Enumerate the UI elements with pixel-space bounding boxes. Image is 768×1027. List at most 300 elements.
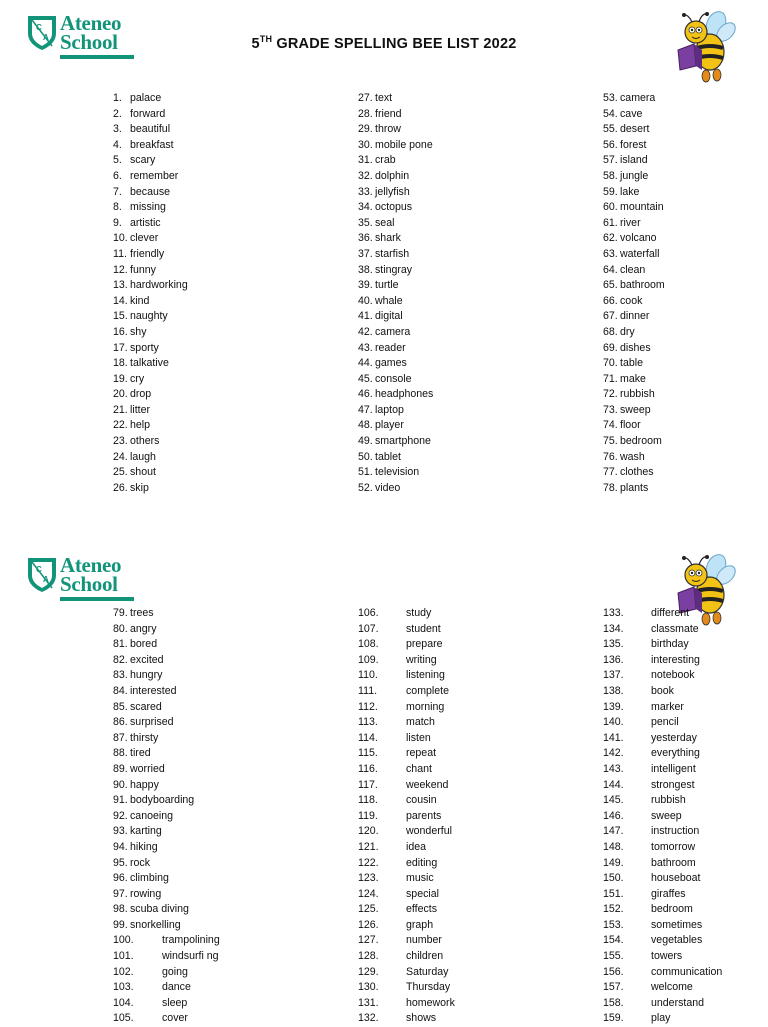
list-item (358, 809, 455, 825)
item-number: 150. (603, 872, 624, 885)
list-item (113, 887, 220, 903)
list-item (113, 309, 188, 325)
item-number: 68. (603, 325, 618, 338)
item-word: climbing (130, 872, 169, 885)
item-number: 141. (603, 731, 624, 744)
item-word: plants (620, 481, 649, 494)
item-number: 155. (603, 950, 624, 963)
item-number: 17. (113, 341, 128, 354)
item-number: 7. (113, 185, 122, 198)
list-item (358, 762, 455, 778)
list-item (358, 247, 433, 263)
item-number: 63. (603, 247, 618, 260)
item-number: 13. (113, 279, 128, 292)
list-item (603, 216, 665, 232)
item-word: dinner (620, 310, 650, 323)
item-word: angry (130, 622, 157, 635)
item-word: beautiful (130, 123, 171, 136)
item-number: 38. (358, 263, 373, 276)
list-item (113, 653, 220, 669)
item-number: 32. (358, 169, 373, 182)
item-word: text (375, 92, 393, 104)
item-number: 19. (113, 372, 128, 385)
item-number: 157. (603, 981, 624, 994)
item-number: 66. (603, 294, 618, 307)
item-number: 86. (113, 716, 128, 729)
list-item (113, 231, 188, 247)
item-number: 101. (113, 950, 134, 963)
item-word: bored (130, 638, 158, 651)
item-number: 44. (358, 357, 373, 370)
item-number: 15. (113, 310, 128, 323)
item-word: waterfall (620, 247, 660, 260)
item-word: sporty (130, 341, 159, 354)
list-item (113, 200, 188, 216)
list-item (358, 450, 433, 466)
item-word: karting (130, 825, 162, 838)
item-number: 58. (603, 169, 618, 182)
list-item (358, 684, 455, 700)
item-word: thirsty (130, 731, 159, 744)
item-word: student (406, 622, 441, 635)
list-item (113, 263, 188, 279)
item-word: surprised (130, 716, 174, 729)
item-number: 45. (358, 372, 373, 385)
item-number: 88. (113, 747, 128, 760)
item-word: happy (130, 778, 159, 791)
item-word: laugh (130, 450, 156, 463)
item-number: 33. (358, 185, 373, 198)
list-item (603, 200, 665, 216)
item-number: 153. (603, 918, 624, 931)
item-number: 64. (603, 263, 618, 276)
item-number: 57. (603, 154, 618, 167)
item-word: camera (620, 92, 656, 104)
list-item (603, 91, 665, 107)
item-number: 144. (603, 778, 624, 791)
list-item (113, 294, 188, 310)
item-word: dishes (620, 341, 651, 354)
item-word: cave (620, 107, 643, 120)
item-number: 36. (358, 232, 373, 245)
item-word: forward (130, 107, 166, 120)
item-word: kind (130, 294, 150, 307)
item-word: vegetables (651, 934, 703, 947)
item-number: 121. (358, 840, 379, 853)
item-number: 96. (113, 872, 128, 885)
logo-line-1: Ateneo (60, 553, 122, 577)
item-number: 41. (358, 310, 373, 323)
item-word: bedroom (620, 435, 662, 448)
item-word: play (651, 1012, 671, 1025)
list-item (603, 372, 665, 388)
list-item (603, 387, 665, 403)
list-item (113, 840, 220, 856)
item-word: shark (375, 232, 401, 245)
list-item (603, 778, 722, 794)
item-word: turtle (375, 279, 399, 292)
item-number: 25. (113, 466, 128, 479)
logo-tagline-bar (60, 55, 134, 59)
list-item (113, 637, 220, 653)
item-number: 79. (113, 607, 128, 619)
item-number: 82. (113, 653, 128, 666)
item-number: 10. (113, 232, 128, 245)
item-number: 104. (113, 996, 134, 1009)
item-word: lake (620, 185, 640, 198)
list-item (603, 622, 722, 638)
title-grade: 5 (251, 36, 260, 52)
list-item (603, 418, 665, 434)
item-number: 107. (358, 622, 379, 635)
list-item (358, 996, 455, 1012)
item-number: 124. (358, 887, 379, 900)
item-word: trees (130, 607, 154, 619)
item-word: funny (130, 263, 156, 276)
item-word: clever (130, 232, 159, 245)
list-item (358, 606, 455, 622)
list-item (358, 840, 455, 856)
item-number: 31. (358, 154, 373, 167)
list-item (113, 856, 220, 872)
item-word: shy (130, 325, 147, 338)
list-item (358, 980, 455, 996)
list-item (113, 715, 220, 731)
list-item (358, 200, 433, 216)
list-item (358, 637, 455, 653)
item-number: 21. (113, 403, 128, 416)
list-item (113, 824, 220, 840)
list-item (113, 996, 220, 1012)
list-item (113, 169, 188, 185)
item-number: 37. (358, 247, 373, 260)
item-word: others (130, 435, 160, 448)
list-item (358, 965, 455, 981)
item-word: communication (651, 965, 723, 978)
item-number: 119. (358, 809, 378, 822)
list-item (358, 341, 433, 357)
list-item (358, 746, 455, 762)
list-item (358, 263, 433, 279)
list-item (603, 949, 722, 965)
list-item (358, 856, 455, 872)
list-item (358, 231, 433, 247)
item-number: 76. (603, 450, 618, 463)
item-word: television (375, 466, 420, 479)
item-number: 67. (603, 310, 618, 323)
list-item (603, 762, 722, 778)
item-word: parents (406, 809, 442, 822)
item-number: 65. (603, 279, 618, 292)
item-number: 127. (358, 934, 379, 947)
item-word: breakfast (130, 138, 174, 151)
item-word: interesting (651, 653, 700, 666)
list-item (113, 465, 188, 481)
item-word: notebook (651, 669, 695, 682)
list-item (358, 933, 455, 949)
list-item (358, 918, 455, 934)
item-word: crab (375, 154, 396, 167)
item-word: trampolining (162, 934, 220, 947)
logo-line-1: Ateneo (60, 11, 122, 35)
list-item (113, 481, 188, 497)
item-number: 46. (358, 388, 373, 401)
list-item (358, 778, 455, 794)
item-word: scary (130, 154, 156, 167)
item-word: houseboat (651, 872, 701, 885)
item-number: 85. (113, 700, 128, 713)
item-number: 126. (358, 918, 379, 931)
list-item (113, 153, 188, 169)
list-item (358, 153, 433, 169)
list-item (603, 980, 722, 996)
item-number: 73. (603, 403, 618, 416)
item-word: effects (406, 903, 438, 916)
item-number: 74. (603, 419, 618, 432)
item-word: volcano (620, 232, 657, 245)
item-number: 91. (113, 794, 128, 807)
item-number: 4. (113, 138, 122, 151)
item-number: 11. (113, 247, 127, 260)
item-number: 77. (603, 466, 618, 479)
item-number: 47. (358, 403, 373, 416)
list-item (113, 606, 220, 622)
item-word: wash (620, 450, 645, 463)
list-item (603, 465, 665, 481)
list-item (358, 902, 455, 918)
list-item (113, 902, 220, 918)
item-number: 143. (603, 762, 624, 775)
list-item (113, 341, 188, 357)
item-number: 136. (603, 653, 624, 666)
item-number: 92. (113, 809, 128, 822)
list-item (113, 731, 220, 747)
list-item (358, 91, 433, 107)
title-ordinal: TH (259, 34, 273, 45)
item-word: bathroom (620, 279, 665, 292)
item-number: 159. (603, 1012, 624, 1025)
item-number: 24. (113, 450, 128, 463)
item-word: starfish (375, 247, 410, 260)
item-number: 78. (603, 481, 618, 494)
item-word: excited (130, 653, 164, 666)
item-number: 30. (358, 138, 373, 151)
item-word: tablet (375, 450, 401, 463)
item-word: birthday (651, 638, 689, 651)
item-number: 116. (358, 762, 378, 775)
title-text: GRADE SPELLING BEE LIST 2022 (272, 36, 517, 52)
item-word: video (375, 481, 401, 494)
item-word: scared (130, 700, 162, 713)
item-number: 61. (603, 216, 618, 229)
item-word: digital (375, 310, 403, 323)
bee-reading-book-icon (672, 10, 736, 84)
list-item (603, 653, 722, 669)
list-item (113, 185, 188, 201)
shield-letter: C (36, 23, 42, 32)
item-number: 120. (358, 825, 379, 838)
list-item (358, 653, 455, 669)
list-item (603, 637, 722, 653)
item-word: console (375, 372, 412, 385)
item-word: rubbish (651, 794, 686, 807)
item-word: help (130, 419, 151, 432)
item-number: 26. (113, 481, 128, 494)
item-word: table (620, 357, 643, 370)
item-word: naughty (130, 310, 168, 323)
item-number: 22. (113, 419, 128, 432)
word-list-column (113, 606, 220, 1027)
item-number: 83. (113, 669, 128, 682)
list-item (603, 684, 722, 700)
item-word: pencil (651, 716, 679, 729)
list-item (603, 294, 665, 310)
list-item (603, 481, 665, 497)
list-item (358, 793, 455, 809)
item-word: chant (406, 762, 432, 775)
item-number: 102. (113, 965, 134, 978)
list-item (113, 980, 220, 996)
list-item (358, 216, 433, 232)
list-item (113, 138, 188, 154)
list-item (603, 263, 665, 279)
item-word: sleep (162, 996, 188, 1009)
item-word: study (406, 607, 432, 619)
logo-wordmark (60, 555, 134, 601)
item-word: bathroom (651, 856, 696, 869)
list-item (358, 169, 433, 185)
item-number: 75. (603, 435, 618, 448)
word-list-column (113, 91, 188, 496)
item-word: make (620, 372, 646, 385)
item-number: 138. (603, 684, 624, 697)
list-item (113, 918, 220, 934)
item-number: 40. (358, 294, 373, 307)
item-number: 100. (113, 934, 134, 947)
item-number: 111. (358, 684, 378, 697)
item-word: desert (620, 123, 650, 136)
list-item (358, 185, 433, 201)
school-shield-icon (26, 555, 58, 593)
list-item (603, 122, 665, 138)
item-word: book (651, 684, 674, 697)
item-word: tomorrow (651, 840, 696, 853)
list-item (358, 294, 433, 310)
list-item (113, 762, 220, 778)
item-word: intelligent (651, 762, 696, 775)
list-item (603, 231, 665, 247)
list-item (603, 138, 665, 154)
list-item (358, 122, 433, 138)
logo-line-2: School (60, 572, 118, 596)
list-item (113, 933, 220, 949)
item-word: scuba diving (130, 903, 189, 916)
item-word: towers (651, 950, 683, 963)
item-word: music (406, 872, 434, 885)
item-word: wonderful (406, 825, 452, 838)
item-word: sweep (651, 809, 682, 822)
item-number: 139. (603, 700, 624, 713)
item-word: interested (130, 684, 177, 697)
item-number: 52. (358, 481, 373, 494)
item-number: 147. (603, 825, 624, 838)
list-item (113, 668, 220, 684)
item-word: number (406, 934, 442, 947)
item-number: 14. (113, 294, 128, 307)
item-word: octopus (375, 201, 413, 214)
item-word: instruction (651, 825, 700, 838)
item-word: cry (130, 372, 145, 385)
word-list-column (603, 91, 665, 496)
item-word: friend (375, 107, 402, 120)
item-number: 106. (358, 607, 379, 619)
school-logo (26, 555, 134, 601)
item-word: cousin (406, 794, 437, 807)
list-item (358, 1011, 455, 1027)
item-word: hiking (130, 840, 158, 853)
shield-letter: A (43, 575, 49, 584)
item-number: 39. (358, 279, 373, 292)
item-word: graph (406, 918, 434, 931)
list-item (113, 793, 220, 809)
list-item (603, 309, 665, 325)
list-item (358, 403, 433, 419)
list-item (358, 887, 455, 903)
list-item (113, 871, 220, 887)
item-word: floor (620, 419, 641, 432)
item-number: 56. (603, 138, 618, 151)
list-item (113, 247, 188, 263)
list-item (603, 809, 722, 825)
item-number: 20. (113, 388, 128, 401)
item-number: 12. (113, 263, 128, 276)
list-item (358, 668, 455, 684)
list-item (113, 778, 220, 794)
item-word: reader (375, 341, 406, 354)
item-number: 109. (358, 653, 379, 666)
list-item (113, 434, 188, 450)
item-number: 51. (358, 466, 373, 479)
item-word: bodyboarding (130, 794, 195, 807)
item-number: 6. (113, 169, 122, 182)
item-word: weekend (406, 778, 449, 791)
item-number: 105. (113, 1012, 134, 1025)
item-word: clothes (620, 466, 654, 479)
item-number: 156. (603, 965, 624, 978)
list-item (358, 107, 433, 123)
item-word: forest (620, 138, 647, 151)
item-word: shows (406, 1012, 437, 1025)
list-item (603, 278, 665, 294)
item-word: skip (130, 481, 149, 494)
list-item (603, 840, 722, 856)
item-number: 125. (358, 903, 379, 916)
item-word: sweep (620, 403, 651, 416)
item-word: because (130, 185, 171, 198)
item-number: 34. (358, 201, 373, 214)
word-list-column (603, 606, 722, 1027)
item-word: jellyfish (375, 185, 410, 198)
list-item (603, 918, 722, 934)
item-word: children (406, 950, 444, 963)
list-item (113, 809, 220, 825)
list-item (603, 965, 722, 981)
item-word: hardworking (130, 279, 188, 292)
logo-tagline-bar (60, 597, 134, 601)
list-item (358, 278, 433, 294)
list-item (113, 1011, 220, 1027)
item-word: understand (651, 996, 705, 1009)
